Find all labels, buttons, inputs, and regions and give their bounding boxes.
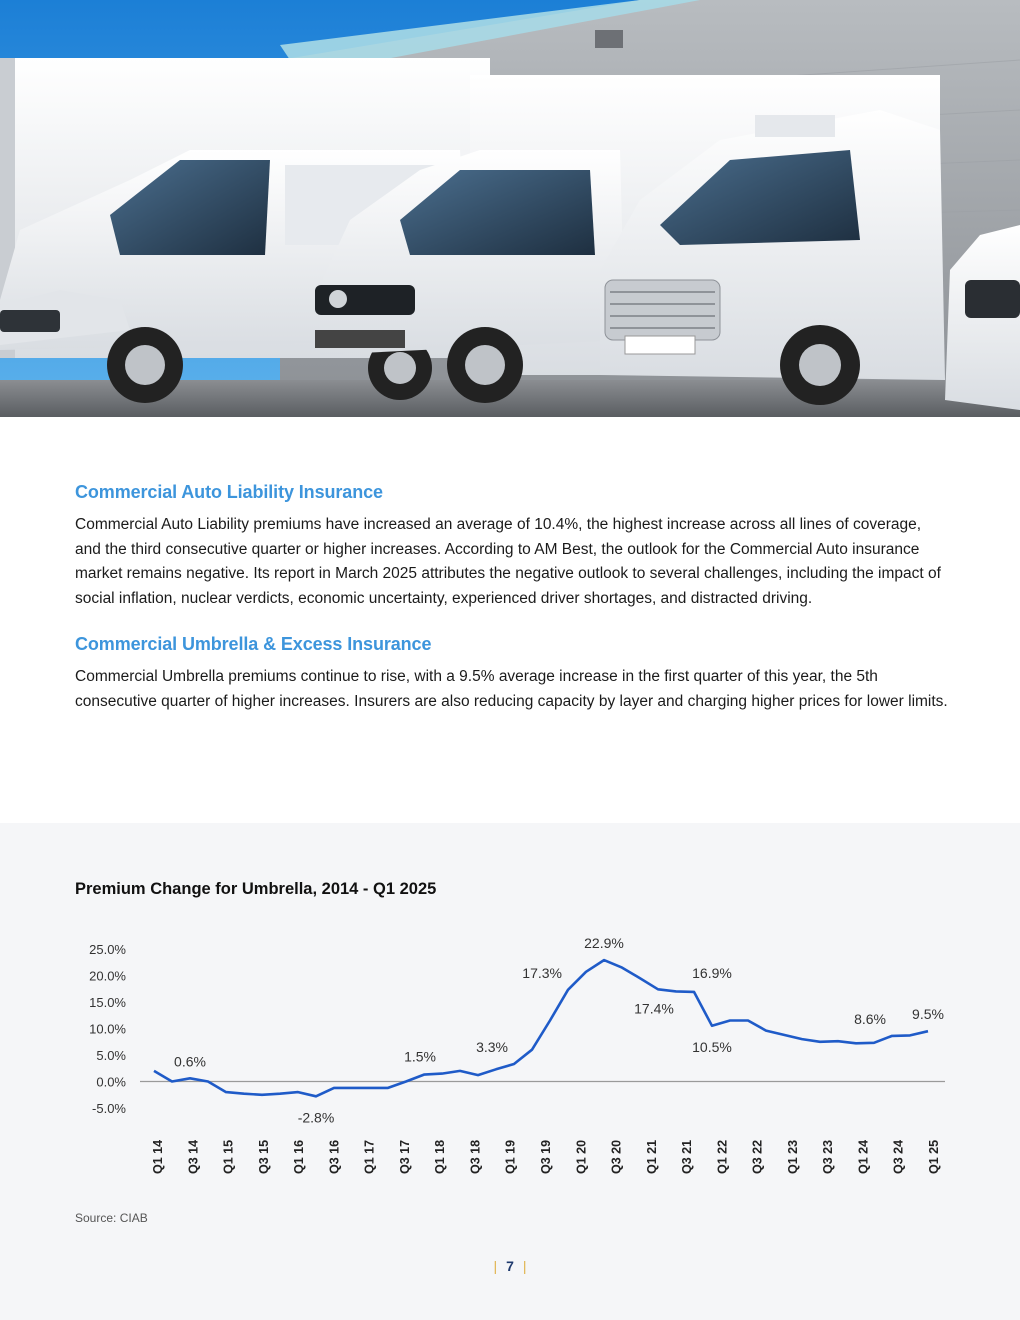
data-label: 17.4% [634,1000,674,1017]
page-separator-left: | [493,1258,498,1274]
x-tick-label: Q3 20 [609,1139,624,1174]
section-heading-commercial-auto: Commercial Auto Liability Insurance [75,482,383,502]
y-tick-label: -5.0% [92,1101,126,1116]
y-tick-label: 0.0% [96,1074,126,1090]
y-tick-label: 20.0% [89,968,126,984]
x-tick-label: Q3 15 [256,1139,271,1174]
y-tick-label: 10.0% [89,1021,126,1037]
source-note: Source: CIAB [75,1211,148,1225]
y-tick-label: 25.0% [89,942,126,957]
page-separator-right: | [522,1258,527,1274]
x-tick-label: Q3 19 [539,1139,553,1174]
x-tick-label: Q1 24 [856,1139,871,1174]
x-tick-label: Q1 23 [785,1139,800,1174]
data-label: 8.6% [854,1010,886,1027]
x-tick-label: Q1 16 [292,1139,307,1174]
x-tick-label: Q3 16 [327,1139,342,1174]
data-label: 3.3% [476,1039,508,1056]
x-tick-label: Q3 23 [821,1139,836,1174]
y-tick-label: 15.0% [89,995,126,1010]
data-label: 16.9% [692,964,732,981]
x-tick-label: Q3 17 [397,1139,412,1174]
section-body-umbrella: Commercial Umbrella premiums continue to rise, with a 9.5% average increase in the first quarter of this year, the 5th consecutive quarter of higher increases. Insurers are also reducing capacity by layer and charging higher prices for lower limits. [75,668,948,710]
x-tick-label: Q1 20 [574,1139,589,1174]
data-label: 17.3% [522,964,562,981]
x-tick-label: Q1 21 [644,1139,659,1174]
umbrella-premium-line-chart [0,920,1020,1190]
x-tick-label: Q3 14 [186,1139,201,1174]
article-body [75,482,950,737]
data-label: 0.6% [174,1053,206,1070]
page-footer [0,1258,1020,1274]
hero-photo [0,0,1020,417]
x-tick-label: Q3 24 [891,1139,906,1174]
y-tick-label: 5.0% [96,1048,126,1063]
data-label: 10.5% [692,1038,732,1055]
section-heading-umbrella: Commercial Umbrella & Excess Insurance [75,634,432,654]
x-tick-label: Q1 17 [362,1139,377,1174]
x-tick-label: Q3 18 [468,1139,483,1174]
page-number: 7 [506,1258,514,1274]
x-tick-label: Q1 19 [503,1139,518,1174]
x-tick-label: Q1 22 [715,1139,730,1174]
data-label: 1.5% [404,1048,436,1065]
x-tick-label: Q3 21 [680,1139,695,1174]
x-tick-label: Q1 15 [221,1139,236,1174]
x-tick-label: Q1 18 [433,1139,448,1174]
x-tick-label: Q1 25 [927,1139,941,1174]
data-label: -2.8% [297,1109,335,1126]
vans-illustration [0,0,1020,417]
x-tick-label: Q1 14 [151,1139,165,1174]
chart-title: Premium Change for Umbrella, 2014 - Q1 2025 [75,880,437,898]
data-label: 9.5% [912,1006,944,1023]
data-label: 22.9% [584,935,624,952]
section-body-commercial-auto: Commercial Auto Liability premiums have increased an average of 10.4%, the highest increase across all lines of coverage, and the third consecutive quarter or higher increases. According to AM Best, the outlook for the Commercial Auto insurance market remains negative. Its report in March 2025 attributes the negative outlook to several challenges, including the impact of social inflation, nuclear verdicts, economic uncertainty, experienced driver shortages, and distracted driving. [75,516,941,607]
x-tick-label: Q3 22 [750,1139,765,1174]
